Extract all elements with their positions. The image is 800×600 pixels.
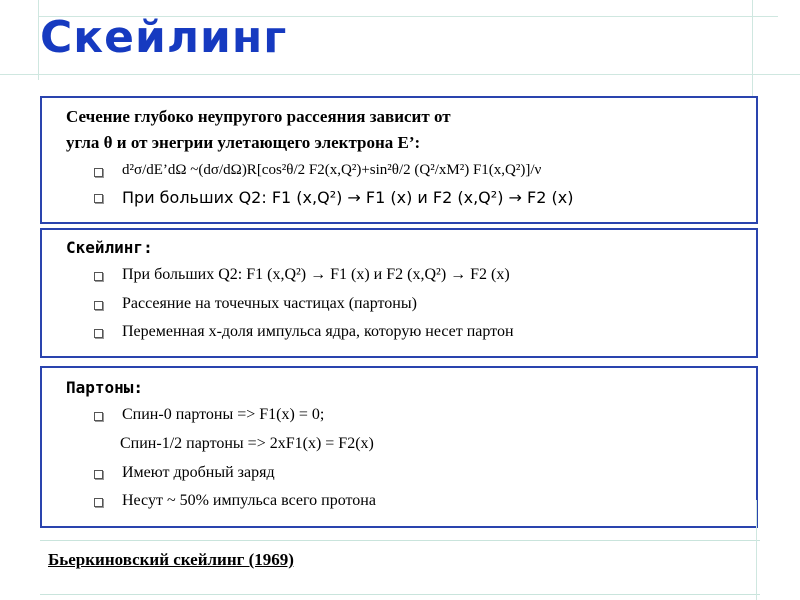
bullet-square-icon [94, 168, 103, 177]
divider [40, 540, 760, 541]
bullet-square-icon [94, 329, 103, 338]
bullet-square-icon [94, 498, 103, 507]
bullet-square-icon [94, 194, 103, 203]
list-item-text: Переменная х-доля импульса ядра, которую несет партон [122, 323, 514, 340]
list-item-text: Рассеяние на точечных частицах (партоны) [122, 295, 417, 312]
section1-intro-line1: Сечение глубоко неупругого рассеяния зависит от [66, 107, 451, 126]
list-item-text: При больших Q2: F1 (x,Q²) → F1 (x) и F2 (x,Q²) → F2 (x) [122, 266, 510, 283]
section3-heading: Партоны: [66, 378, 144, 397]
list-item-text: d²σ/dE’dΩ ~(dσ/dΩ)R[cos²θ/2 F2(x,Q²)+sin²θ/2 (Q²/xM²) F1(x,Q²)]/ν [122, 162, 542, 178]
frame-line [38, 0, 39, 80]
bullet-square-icon [94, 412, 103, 421]
bullet-square-icon [94, 272, 103, 281]
frame-line [0, 74, 800, 75]
frame-line [752, 0, 753, 96]
list-item-text: При больших Q2: F1 (x,Q²) → F1 (x) и F2 (x,Q²) → F2 (x) [122, 188, 574, 207]
list-item-continuation: Спин-1/2 партоны => 2xF1(x) = F2(x) [120, 435, 374, 452]
list-item-text: Имеют дробный заряд [122, 464, 275, 481]
frame-line [756, 500, 757, 600]
section2-heading: Скейлинг: [66, 238, 153, 257]
divider [40, 594, 760, 595]
slide-title: Скейлинг [40, 12, 288, 63]
bullet-square-icon [94, 301, 103, 310]
footer-caption: Бьеркиновский скейлинг (1969) [48, 550, 294, 569]
bullet-square-icon [94, 470, 103, 479]
list-item-text: Спин-0 партоны => F1(x) = 0; [122, 406, 325, 423]
list-item-text: Несут ~ 50% импульса всего протона [122, 492, 376, 509]
section1-intro-line2: угла θ и от энегрии улетающего электрона E’: [66, 133, 421, 152]
